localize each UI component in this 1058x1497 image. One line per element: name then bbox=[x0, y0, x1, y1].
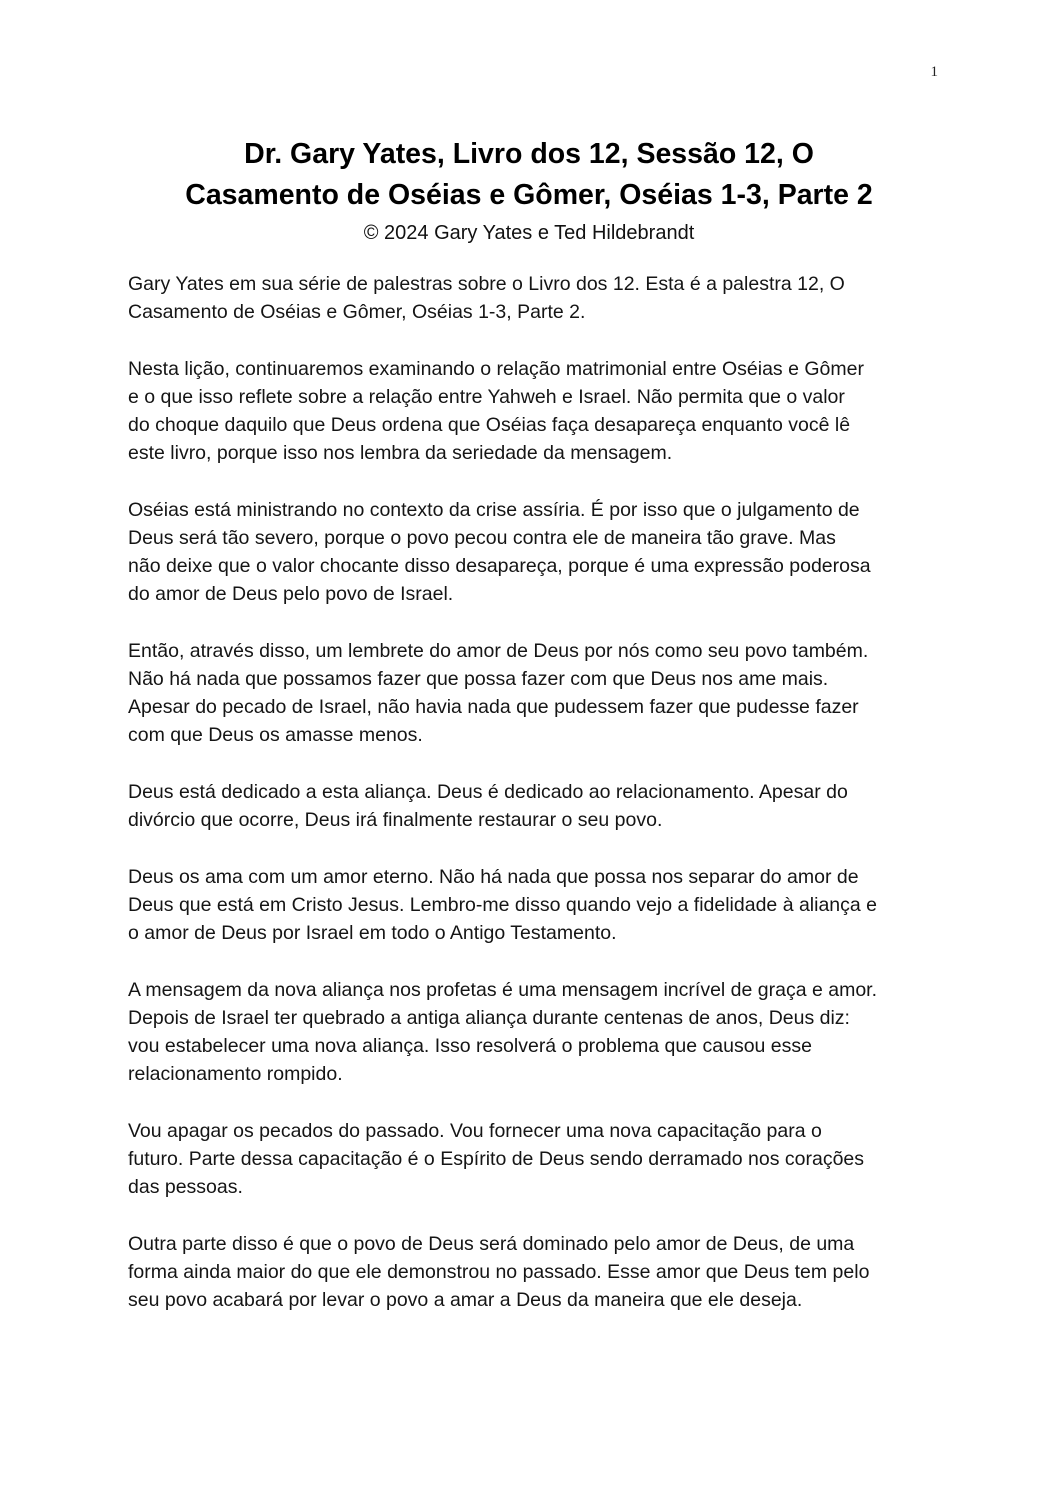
text-line: Deus que está em Cristo Jesus. Lembro-me disso quando vejo a fidelidade à aliança e bbox=[128, 894, 878, 916]
paragraph bbox=[128, 270, 938, 326]
title-line: Casamento de Oséias e Gômer, Oséias 1-3, Parte 2 bbox=[185, 179, 873, 211]
text-line: Nesta lição, continuaremos examinando o relação matrimonial entre Oséias e Gômer bbox=[128, 358, 864, 380]
text-line: Então, através disso, um lembrete do amor de Deus por nós como seu povo também. bbox=[128, 640, 869, 662]
text-line: Apesar do pecado de Israel, não havia nada que pudessem fazer que pudesse fazer bbox=[128, 696, 859, 718]
paragraph bbox=[128, 976, 938, 1088]
text-line: Deus os ama com um amor eterno. Não há nada que possa nos separar do amor de bbox=[128, 866, 859, 888]
text-line: relacionamento rompido. bbox=[128, 1063, 343, 1085]
page-number: 1 bbox=[930, 64, 938, 80]
paragraph bbox=[128, 355, 938, 467]
text-line: Deus será tão severo, porque o povo pecou contra ele de maneira tão grave. Mas bbox=[128, 527, 836, 549]
paragraph bbox=[128, 1230, 938, 1314]
paragraph bbox=[128, 778, 938, 834]
text-line: e o que isso reflete sobre a relação entre Yahweh e Israel. Não permita que o valor bbox=[128, 386, 845, 408]
text-line: do choque daquilo que Deus ordena que Oséias faça desapareça enquanto você lê bbox=[128, 414, 851, 436]
paragraph bbox=[128, 637, 938, 749]
paragraph bbox=[128, 863, 938, 947]
text-line: futuro. Parte dessa capacitação é o Espírito de Deus sendo derramado nos corações bbox=[128, 1148, 865, 1170]
text-line: Casamento de Oséias e Gômer, Oséias 1-3, Parte 2. bbox=[128, 301, 586, 323]
document-body bbox=[128, 270, 938, 1343]
text-line: forma ainda maior do que ele demonstrou no passado. Esse amor que Deus tem pelo bbox=[128, 1261, 870, 1283]
text-line: do amor de Deus pelo povo de Israel. bbox=[128, 583, 454, 605]
text-line: Oséias está ministrando no contexto da crise assíria. É por isso que o julgamento de bbox=[128, 499, 860, 521]
text-line: o amor de Deus por Israel em todo o Antigo Testamento. bbox=[128, 922, 617, 944]
text-line: das pessoas. bbox=[128, 1176, 243, 1198]
text-line: Gary Yates em sua série de palestras sobre o Livro dos 12. Esta é a palestra 12, O bbox=[128, 273, 845, 295]
text-line: Outra parte disso é que o povo de Deus será dominado pelo amor de Deus, de uma bbox=[128, 1233, 855, 1255]
title-block bbox=[100, 134, 958, 248]
text-line: Deus está dedicado a esta aliança. Deus é dedicado ao relacionamento. Apesar do bbox=[128, 781, 848, 803]
text-line: este livro, porque isso nos lembra da seriedade da mensagem. bbox=[128, 442, 673, 464]
text-line: vou estabelecer uma nova aliança. Isso resolverá o problema que causou esse bbox=[128, 1035, 812, 1057]
paragraph bbox=[128, 1117, 938, 1201]
text-line: não deixe que o valor chocante disso desapareça, porque é uma expressão poderosa bbox=[128, 555, 871, 577]
title-line: Dr. Gary Yates, Livro dos 12, Sessão 12, O bbox=[244, 138, 814, 170]
text-line: Vou apagar os pecados do passado. Vou fornecer uma nova capacitação para o bbox=[128, 1120, 822, 1142]
text-line: A mensagem da nova aliança nos profetas é uma mensagem incrível de graça e amor. bbox=[128, 979, 877, 1001]
text-line: com que Deus os amasse menos. bbox=[128, 724, 423, 746]
text-line: seu povo acabará por levar o povo a amar a Deus da maneira que ele deseja. bbox=[128, 1289, 803, 1311]
copyright-notice: © 2024 Gary Yates e Ted Hildebrandt bbox=[363, 222, 695, 244]
text-line: Não há nada que possamos fazer que possa fazer com que Deus nos ame mais. bbox=[128, 668, 829, 690]
text-line: divórcio que ocorre, Deus irá finalmente restaurar o seu povo. bbox=[128, 809, 663, 831]
text-line: Depois de Israel ter quebrado a antiga aliança durante centenas de anos, Deus diz: bbox=[128, 1007, 850, 1029]
paragraph bbox=[128, 496, 938, 608]
